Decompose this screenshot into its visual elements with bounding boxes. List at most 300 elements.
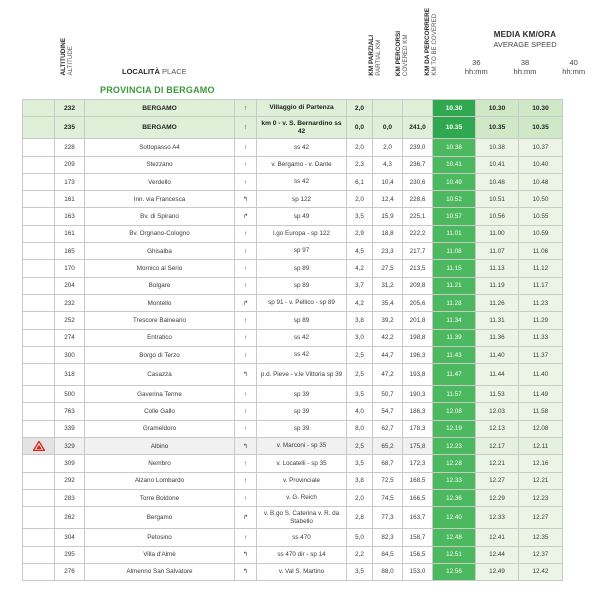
road-cell: ss 470 dir - sp 14 bbox=[257, 546, 347, 563]
covered-km-cell: 68,7 bbox=[373, 455, 403, 472]
place-cell: Torre Boldone bbox=[85, 489, 235, 506]
time-36-cell: 10.49 bbox=[433, 173, 476, 190]
partial-km-cell: 3,0 bbox=[347, 329, 373, 346]
warning-cell bbox=[23, 191, 55, 208]
warning-cell bbox=[23, 472, 55, 489]
warning-cell bbox=[23, 489, 55, 506]
covered-km-header: KM PERCORSI COVERED KM bbox=[395, 30, 409, 76]
table-row bbox=[23, 117, 563, 139]
time-38-cell: 10.51 bbox=[476, 191, 519, 208]
km-to-cover-cell: 193,8 bbox=[403, 364, 433, 386]
altitude-cell: 295 bbox=[55, 546, 85, 563]
partial-km-cell: 3,7 bbox=[347, 277, 373, 294]
warning-cell bbox=[23, 329, 55, 346]
covered-km-cell: 2,0 bbox=[373, 139, 403, 156]
km-to-cover-cell: 158,7 bbox=[403, 529, 433, 546]
partial-km-cell: 2,0 bbox=[347, 139, 373, 156]
time-40-cell: 11.17 bbox=[519, 277, 563, 294]
warning-cell bbox=[23, 386, 55, 403]
direction-icon: ↑ bbox=[235, 329, 257, 346]
direction-icon: ↰ bbox=[235, 364, 257, 386]
time-38-cell: 11.44 bbox=[476, 364, 519, 386]
time-40-cell: 10.40 bbox=[519, 156, 563, 173]
table-row bbox=[23, 455, 563, 472]
table-row bbox=[23, 312, 563, 329]
table-row bbox=[23, 403, 563, 420]
warning-cell bbox=[23, 312, 55, 329]
time-40-cell: 10.48 bbox=[519, 173, 563, 190]
warning-cell bbox=[23, 208, 55, 225]
time-36-cell: 11.34 bbox=[433, 312, 476, 329]
road-cell: ss 42 bbox=[257, 346, 347, 363]
time-40-cell: 12.23 bbox=[519, 489, 563, 506]
partial-km-cell: 4,2 bbox=[347, 260, 373, 277]
partial-km-cell: 5,0 bbox=[347, 529, 373, 546]
altitude-cell: 276 bbox=[55, 563, 85, 580]
place-cell: Almenno San Salvatore bbox=[85, 563, 235, 580]
direction-icon: ↑ bbox=[235, 225, 257, 242]
warning-cell bbox=[23, 346, 55, 363]
direction-icon: ↑ bbox=[235, 420, 257, 437]
road-cell: sp 89 bbox=[257, 277, 347, 294]
altitude-cell: 170 bbox=[55, 260, 85, 277]
place-cell: BERGAMO bbox=[85, 100, 235, 117]
partial-km-cell: 3,5 bbox=[347, 455, 373, 472]
time-38-cell: 12.21 bbox=[476, 455, 519, 472]
altitude-cell: 204 bbox=[55, 277, 85, 294]
km-to-cover-cell: 228,6 bbox=[403, 191, 433, 208]
warning-cell bbox=[23, 173, 55, 190]
time-40-cell: 10.37 bbox=[519, 139, 563, 156]
km-to-cover-cell: 205,6 bbox=[403, 294, 433, 311]
table-row bbox=[23, 507, 563, 529]
direction-icon: ↑ bbox=[235, 386, 257, 403]
table-row bbox=[23, 260, 563, 277]
time-40-cell: 11.33 bbox=[519, 329, 563, 346]
warning-cell bbox=[23, 260, 55, 277]
table-row bbox=[23, 243, 563, 260]
altitude-cell: 161 bbox=[55, 225, 85, 242]
time-36-cell: 11.43 bbox=[433, 346, 476, 363]
time-40-cell: 12.11 bbox=[519, 438, 563, 455]
time-36-cell: 12.56 bbox=[433, 563, 476, 580]
covered-km-cell: 0,0 bbox=[373, 117, 403, 139]
time-38-cell: 10.48 bbox=[476, 173, 519, 190]
place-cell: Bv. Orgnano-Cologno bbox=[85, 225, 235, 242]
km-to-cover-cell bbox=[403, 100, 433, 117]
partial-km-cell: 3,5 bbox=[347, 386, 373, 403]
table-row bbox=[23, 438, 563, 455]
time-38-cell: 12.29 bbox=[476, 489, 519, 506]
warning-triangle-icon bbox=[33, 441, 45, 451]
km-to-cover-cell: 222,2 bbox=[403, 225, 433, 242]
covered-km-cell: 65,2 bbox=[373, 438, 403, 455]
road-cell: sp 97 bbox=[257, 243, 347, 260]
speed-36-header: 36 hh:mm bbox=[464, 58, 488, 76]
altitude-cell: 318 bbox=[55, 364, 85, 386]
road-cell: ss 42 bbox=[257, 329, 347, 346]
covered-km-cell: 23,3 bbox=[373, 243, 403, 260]
altitude-header: ALTITUDINE ALTITUDE bbox=[60, 38, 74, 76]
covered-km-cell: 50,7 bbox=[373, 386, 403, 403]
road-cell: v. Val S. Martino bbox=[257, 563, 347, 580]
time-36-cell: 12.51 bbox=[433, 546, 476, 563]
table-row bbox=[23, 329, 563, 346]
table-row bbox=[23, 529, 563, 546]
partial-km-cell: 4,0 bbox=[347, 403, 373, 420]
table-row bbox=[23, 346, 563, 363]
time-40-cell: 10.55 bbox=[519, 208, 563, 225]
table-row bbox=[23, 156, 563, 173]
road-cell: v. Provinciale bbox=[257, 472, 347, 489]
table-row bbox=[23, 546, 563, 563]
altitude-cell: 232 bbox=[55, 294, 85, 311]
direction-icon: ↑ bbox=[235, 100, 257, 117]
direction-icon: ↑ bbox=[235, 277, 257, 294]
time-38-cell: 12.44 bbox=[476, 546, 519, 563]
km-to-cover-cell: 225,1 bbox=[403, 208, 433, 225]
table-row bbox=[23, 472, 563, 489]
partial-km-cell: 3,5 bbox=[347, 208, 373, 225]
direction-icon: ↰ bbox=[235, 438, 257, 455]
road-cell: ss 42 bbox=[257, 139, 347, 156]
covered-km-cell: 39,2 bbox=[373, 312, 403, 329]
covered-km-cell: 47,2 bbox=[373, 364, 403, 386]
time-40-cell: 10.30 bbox=[519, 100, 563, 117]
time-36-cell: 11.21 bbox=[433, 277, 476, 294]
time-38-cell: 11.31 bbox=[476, 312, 519, 329]
covered-km-cell: 12,4 bbox=[373, 191, 403, 208]
altitude-cell: 232 bbox=[55, 100, 85, 117]
time-36-cell: 10.30 bbox=[433, 100, 476, 117]
km-to-cover-cell: 186,3 bbox=[403, 403, 433, 420]
direction-icon: ↑ bbox=[235, 472, 257, 489]
warning-cell bbox=[23, 546, 55, 563]
partial-km-cell: 0,0 bbox=[347, 117, 373, 139]
covered-km-cell: 54,7 bbox=[373, 403, 403, 420]
partial-km-cell: 8,0 bbox=[347, 420, 373, 437]
direction-icon: ↱ bbox=[235, 507, 257, 529]
covered-km-cell: 44,7 bbox=[373, 346, 403, 363]
km-to-cover-header: KM DA PERCORRERE KM TO BE COVERED bbox=[424, 8, 438, 76]
km-to-cover-cell: 166,5 bbox=[403, 489, 433, 506]
time-38-cell: 12.27 bbox=[476, 472, 519, 489]
partial-km-cell: 2,9 bbox=[347, 225, 373, 242]
road-cell: v. B.go S. Caterina v. R. da Stabello bbox=[257, 507, 347, 529]
table-row bbox=[23, 420, 563, 437]
warning-cell bbox=[23, 117, 55, 139]
time-40-cell: 11.58 bbox=[519, 403, 563, 420]
place-cell: Sottopasso A4 bbox=[85, 139, 235, 156]
altitude-cell: 292 bbox=[55, 472, 85, 489]
time-36-cell: 11.39 bbox=[433, 329, 476, 346]
time-36-cell: 12.08 bbox=[433, 403, 476, 420]
time-36-cell: 11.01 bbox=[433, 225, 476, 242]
time-40-cell: 12.27 bbox=[519, 507, 563, 529]
time-40-cell: 12.35 bbox=[519, 529, 563, 546]
partial-km-header: KM PARZIALI PARTIAL KM bbox=[368, 35, 382, 76]
partial-km-cell: 2,5 bbox=[347, 364, 373, 386]
road-cell: sp 91 - v. Pellico - sp 89 bbox=[257, 294, 347, 311]
covered-km-cell: 72,5 bbox=[373, 472, 403, 489]
km-to-cover-cell: 230,6 bbox=[403, 173, 433, 190]
table-row bbox=[23, 563, 563, 580]
time-36-cell: 12.28 bbox=[433, 455, 476, 472]
time-38-cell: 12.03 bbox=[476, 403, 519, 420]
time-40-cell: 10.59 bbox=[519, 225, 563, 242]
time-38-cell: 10.35 bbox=[476, 117, 519, 139]
table-row bbox=[23, 191, 563, 208]
place-cell: Alzano Lombardo bbox=[85, 472, 235, 489]
partial-km-cell: 2,5 bbox=[347, 438, 373, 455]
road-cell: km 0 - v. S. Bernardino ss 42 bbox=[257, 117, 347, 139]
km-to-cover-cell: 241,0 bbox=[403, 117, 433, 139]
place-cell: Verdello bbox=[85, 173, 235, 190]
direction-icon: ↑ bbox=[235, 346, 257, 363]
time-36-cell: 12.40 bbox=[433, 507, 476, 529]
time-38-cell: 11.13 bbox=[476, 260, 519, 277]
altitude-cell: 262 bbox=[55, 507, 85, 529]
warning-cell bbox=[23, 438, 55, 455]
covered-km-cell: 88,0 bbox=[373, 563, 403, 580]
covered-km-cell: 4,3 bbox=[373, 156, 403, 173]
warning-cell bbox=[23, 100, 55, 117]
direction-icon: ↑ bbox=[235, 403, 257, 420]
covered-km-cell: 10,4 bbox=[373, 173, 403, 190]
table-row bbox=[23, 208, 563, 225]
road-cell: sp 39 bbox=[257, 403, 347, 420]
time-38-cell: 12.41 bbox=[476, 529, 519, 546]
time-38-cell: 11.07 bbox=[476, 243, 519, 260]
warning-cell bbox=[23, 529, 55, 546]
average-speed-title: MEDIA KM/ORA bbox=[493, 30, 557, 39]
table-row bbox=[23, 225, 563, 242]
place-cell: BERGAMO bbox=[85, 117, 235, 139]
direction-icon: ↑ bbox=[235, 156, 257, 173]
direction-icon: ↰ bbox=[235, 563, 257, 580]
time-40-cell: 10.50 bbox=[519, 191, 563, 208]
time-36-cell: 11.47 bbox=[433, 364, 476, 386]
covered-km-cell: 62,7 bbox=[373, 420, 403, 437]
road-cell: ss 470 bbox=[257, 529, 347, 546]
km-to-cover-cell: 156,5 bbox=[403, 546, 433, 563]
road-cell: p.d. Pieve - v.le Vittoria sp 39 bbox=[257, 364, 347, 386]
timetable bbox=[22, 99, 563, 581]
place-cell: Bergamo bbox=[85, 507, 235, 529]
road-cell: v. G. Reich bbox=[257, 489, 347, 506]
covered-km-cell: 31,2 bbox=[373, 277, 403, 294]
time-38-cell: 10.56 bbox=[476, 208, 519, 225]
road-cell: ss 42 bbox=[257, 173, 347, 190]
partial-km-cell: 2,0 bbox=[347, 489, 373, 506]
km-to-cover-cell: 236,7 bbox=[403, 156, 433, 173]
time-38-cell: 10.41 bbox=[476, 156, 519, 173]
time-40-cell: 11.23 bbox=[519, 294, 563, 311]
place-cell: Nembro bbox=[85, 455, 235, 472]
direction-icon: ↑ bbox=[235, 312, 257, 329]
time-36-cell: 10.57 bbox=[433, 208, 476, 225]
time-40-cell: 11.37 bbox=[519, 346, 563, 363]
direction-icon: ↑ bbox=[235, 489, 257, 506]
altitude-cell: 309 bbox=[55, 455, 85, 472]
altitude-cell: 339 bbox=[55, 420, 85, 437]
average-speed-header bbox=[452, 30, 598, 49]
time-36-cell: 10.41 bbox=[433, 156, 476, 173]
place-cell: Gaverina Terme bbox=[85, 386, 235, 403]
warning-cell bbox=[23, 225, 55, 242]
km-to-cover-cell: 178,3 bbox=[403, 420, 433, 437]
direction-icon: ↱ bbox=[235, 294, 257, 311]
time-40-cell: 11.06 bbox=[519, 243, 563, 260]
place-cell: Bolgare bbox=[85, 277, 235, 294]
road-cell: l.go Europa - sp 122 bbox=[257, 225, 347, 242]
altitude-cell: 500 bbox=[55, 386, 85, 403]
warning-cell bbox=[23, 563, 55, 580]
warning-cell bbox=[23, 507, 55, 529]
time-38-cell: 12.33 bbox=[476, 507, 519, 529]
covered-km-cell: 18,8 bbox=[373, 225, 403, 242]
time-38-cell: 11.19 bbox=[476, 277, 519, 294]
partial-km-cell: 3,8 bbox=[347, 472, 373, 489]
time-40-cell: 11.40 bbox=[519, 364, 563, 386]
time-36-cell: 11.57 bbox=[433, 386, 476, 403]
km-to-cover-cell: 198,8 bbox=[403, 329, 433, 346]
place-cell: Petosino bbox=[85, 529, 235, 546]
altitude-cell: 165 bbox=[55, 243, 85, 260]
table-row bbox=[23, 100, 563, 117]
warning-cell bbox=[23, 243, 55, 260]
warning-cell bbox=[23, 403, 55, 420]
place-cell: Villa d'Almè bbox=[85, 546, 235, 563]
road-cell: v. Marconi - sp 35 bbox=[257, 438, 347, 455]
partial-km-cell: 3,5 bbox=[347, 563, 373, 580]
km-to-cover-cell: 190,3 bbox=[403, 386, 433, 403]
altitude-cell: 763 bbox=[55, 403, 85, 420]
direction-icon: ↑ bbox=[235, 173, 257, 190]
warning-cell bbox=[23, 156, 55, 173]
speed-columns bbox=[452, 58, 598, 76]
time-38-cell: 11.26 bbox=[476, 294, 519, 311]
time-38-cell: 12.13 bbox=[476, 420, 519, 437]
altitude-cell: 252 bbox=[55, 312, 85, 329]
place-cell: Mornico al Serio bbox=[85, 260, 235, 277]
road-cell: v. Locatelli - sp 35 bbox=[257, 455, 347, 472]
time-38-cell: 11.53 bbox=[476, 386, 519, 403]
place-header: LOCALITÀ PLACE bbox=[122, 67, 187, 76]
timetable-body bbox=[23, 100, 563, 581]
table-row bbox=[23, 173, 563, 190]
direction-icon: ↑ bbox=[235, 139, 257, 156]
direction-icon: ↱ bbox=[235, 208, 257, 225]
time-38-cell: 12.17 bbox=[476, 438, 519, 455]
province-title: PROVINCIA DI BERGAMO bbox=[100, 85, 215, 95]
time-36-cell: 12.23 bbox=[433, 438, 476, 455]
km-to-cover-cell: 168,5 bbox=[403, 472, 433, 489]
table-row bbox=[23, 386, 563, 403]
time-36-cell: 12.33 bbox=[433, 472, 476, 489]
table-row bbox=[23, 364, 563, 386]
time-36-cell: 11.28 bbox=[433, 294, 476, 311]
place-cell: Bv. di Spirano bbox=[85, 208, 235, 225]
speed-38-header: 38 hh:mm bbox=[513, 58, 537, 76]
warning-cell bbox=[23, 420, 55, 437]
time-36-cell: 12.19 bbox=[433, 420, 476, 437]
direction-icon: ↑ bbox=[235, 529, 257, 546]
altitude-cell: 283 bbox=[55, 489, 85, 506]
km-to-cover-cell: 175,8 bbox=[403, 438, 433, 455]
altitude-cell: 173 bbox=[55, 173, 85, 190]
place-cell: Montello bbox=[85, 294, 235, 311]
covered-km-cell: 74,5 bbox=[373, 489, 403, 506]
time-40-cell: 11.12 bbox=[519, 260, 563, 277]
partial-km-cell: 2,3 bbox=[347, 156, 373, 173]
partial-km-cell: 3,8 bbox=[347, 312, 373, 329]
warning-cell bbox=[23, 455, 55, 472]
covered-km-cell: 35,4 bbox=[373, 294, 403, 311]
time-36-cell: 12.48 bbox=[433, 529, 476, 546]
time-36-cell: 10.35 bbox=[433, 117, 476, 139]
table-row bbox=[23, 277, 563, 294]
altitude-cell: 235 bbox=[55, 117, 85, 139]
direction-icon: ↑ bbox=[235, 117, 257, 139]
km-to-cover-cell: 172,3 bbox=[403, 455, 433, 472]
place-cell: Entratico bbox=[85, 329, 235, 346]
place-cell: Borgo di Terzo bbox=[85, 346, 235, 363]
place-cell: Colle Gallo bbox=[85, 403, 235, 420]
km-to-cover-cell: 209,8 bbox=[403, 277, 433, 294]
time-40-cell: 10.35 bbox=[519, 117, 563, 139]
covered-km-cell: 42,2 bbox=[373, 329, 403, 346]
altitude-cell: 209 bbox=[55, 156, 85, 173]
time-36-cell: 10.38 bbox=[433, 139, 476, 156]
altitude-cell: 304 bbox=[55, 529, 85, 546]
time-36-cell: 12.36 bbox=[433, 489, 476, 506]
warning-cell bbox=[23, 139, 55, 156]
time-38-cell: 11.00 bbox=[476, 225, 519, 242]
direction-icon: ↑ bbox=[235, 260, 257, 277]
km-to-cover-cell: 196,3 bbox=[403, 346, 433, 363]
time-36-cell: 11.08 bbox=[433, 243, 476, 260]
place-cell: Albino bbox=[85, 438, 235, 455]
speed-40-header: 40 hh:mm bbox=[562, 58, 586, 76]
partial-km-cell: 2,8 bbox=[347, 507, 373, 529]
table-row bbox=[23, 294, 563, 311]
place-cell: Stezzano bbox=[85, 156, 235, 173]
covered-km-cell: 84,5 bbox=[373, 546, 403, 563]
table-row bbox=[23, 489, 563, 506]
time-38-cell: 12.49 bbox=[476, 563, 519, 580]
time-40-cell: 11.49 bbox=[519, 386, 563, 403]
altitude-cell: 161 bbox=[55, 191, 85, 208]
road-cell: v. Bergamo - v. Dante bbox=[257, 156, 347, 173]
km-to-cover-cell: 213,5 bbox=[403, 260, 433, 277]
direction-icon: ↰ bbox=[235, 546, 257, 563]
direction-icon: ↰ bbox=[235, 191, 257, 208]
table-header bbox=[0, 0, 598, 82]
road-cell: sp 89 bbox=[257, 312, 347, 329]
time-40-cell: 12.42 bbox=[519, 563, 563, 580]
road-cell: Villaggio di Partenza bbox=[257, 100, 347, 117]
road-cell: sp 89 bbox=[257, 260, 347, 277]
time-40-cell: 12.21 bbox=[519, 472, 563, 489]
time-38-cell: 11.40 bbox=[476, 346, 519, 363]
km-to-cover-cell: 163,7 bbox=[403, 507, 433, 529]
time-40-cell: 11.29 bbox=[519, 312, 563, 329]
covered-km-cell: 82,3 bbox=[373, 529, 403, 546]
road-cell: sp 39 bbox=[257, 420, 347, 437]
table-row bbox=[23, 139, 563, 156]
warning-cell bbox=[23, 277, 55, 294]
